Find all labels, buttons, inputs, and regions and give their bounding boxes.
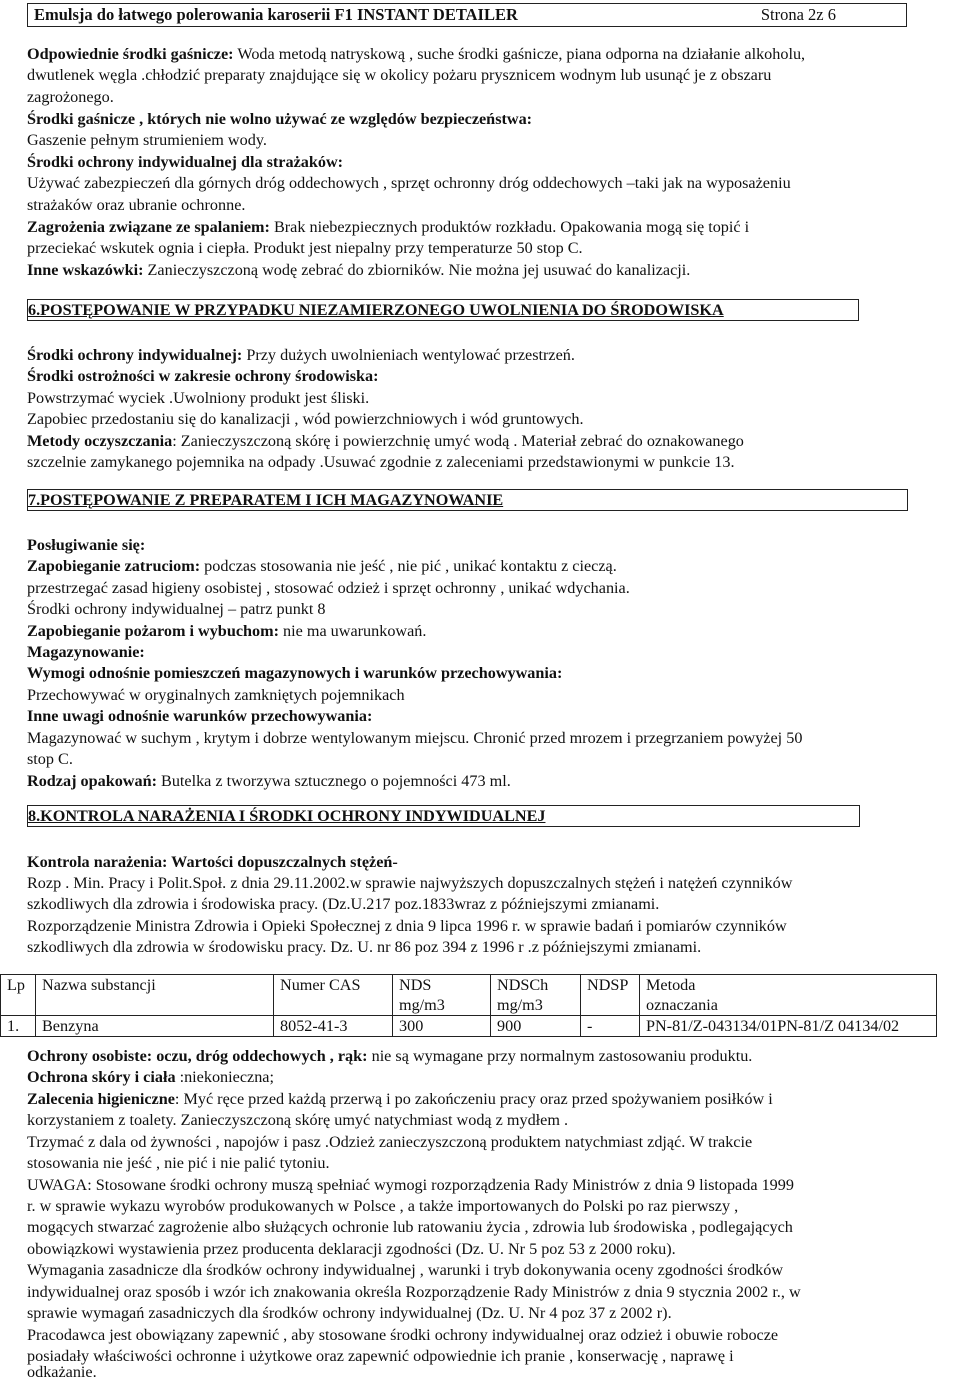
paragraph-line: przestrzegać zasad higieny osobistej , stosować odzież i sprzęt ochronny , unikać wdychania. <box>27 579 630 597</box>
subheading: Wymogi odnośnie pomieszczeń magazynowych i warunków przechowywania: <box>27 664 563 682</box>
paragraph-line: strażaków oraz ubranie ochronne. <box>27 196 246 214</box>
page-header <box>27 3 907 27</box>
paragraph-line: stosowania nie jeść , nie pić i nie palić tytoniu. <box>27 1154 330 1172</box>
paragraph-line: Zagrożenia związane ze spalaniem: Brak niebezpiecznych produktów rozkładu. Opakowania mogą się topić i <box>27 218 750 236</box>
subheading: Kontrola narażenia: Wartości dopuszczalnych stężeń- <box>27 853 398 871</box>
paragraph-line: Powstrzymać wyciek .Uwolniony produkt jest śliski. <box>27 389 370 407</box>
paragraph-line: szkodliwych dla zdrowia w środowisku pracy. Dz. U. nr 86 poz 394 z 1996 r .z późniejszymi zmianami. <box>27 938 702 956</box>
paragraph-line: Przechowywać w oryginalnych zamkniętych pojemnikach <box>27 686 405 704</box>
paragraph-line: obowiązkowi wystawienia przez producenta deklaracji zgodności (Dz. U. Nr 5 poz 53 z 2000 roku). <box>27 1240 676 1258</box>
table-header-cell: Numer CAS <box>274 975 393 1016</box>
page-number: Strona 2z 6 <box>760 5 836 24</box>
table-header-cell: NDSP <box>581 975 640 1016</box>
paragraph-line: Rozporządzenie Ministra Zdrowia i Opieki Społecznej z dnia 9 lipca 1996 r. w sprawie badań i pomiarów czynników <box>27 917 787 935</box>
table-header-cell: Nazwa substancji <box>36 975 274 1016</box>
paragraph-line: Trzymać z dala od żywności , napojów i pasz .Odzież zanieczyszczoną produktem natychmiast zdjąć. W trakcie <box>27 1133 753 1151</box>
paragraph-line: Wymagania zasadnicze dla środków ochrony indywidualnej , warunki i tryb dokonywania oceny zgodności środków <box>27 1261 784 1279</box>
paragraph-line: Zapobiec przedostaniu się do kanalizacji , wód powierzchniowych i wód gruntowych. <box>27 410 584 428</box>
paragraph-line: indywidualnej oraz sposób i wzór ich znakowania określa Rozporządzenie Rady Ministrów z dnia 9 stycznia 2002 r., w <box>27 1283 801 1301</box>
table-cell: 8052-41-3 <box>274 1016 393 1037</box>
table-header-cell: Metoda oznaczania <box>640 975 937 1016</box>
paragraph-line: Odpowiednie środki gaśnicze: Woda metodą natryskową , suche środki gaśnicze, piana odporna na działanie alkoholu, <box>27 45 806 63</box>
table-row <box>1 1016 937 1037</box>
paragraph-line: szkodliwych dla zdrowia i środowiska pracy. (Dz.U.217 poz.1833wraz z późniejszymi zmianami. <box>27 895 660 913</box>
table-cell: PN-81/Z-043134/01PN-81/Z 04134/02 <box>640 1016 937 1037</box>
paragraph-line: Gaszenie pełnym strumieniem wody. <box>27 131 267 149</box>
paragraph-line: Pracodawca jest obowiązany zapewnić , aby stosowane środki ochrony indywidualnej oraz odzież i obuwie robocze <box>27 1326 779 1344</box>
subheading: Środki ochrony indywidualnej dla strażaków: <box>27 153 344 171</box>
section-6-heading: 6.POSTĘPOWANIE W PRZYPADKU NIEZAMIERZONEGO UWOLNIENIA DO ŚRODOWISKA <box>27 299 859 321</box>
paragraph-line: Zalecenia higieniczne: Myć ręce przed każdą przerwą i po zakończeniu pracy oraz przed spożywaniem posiłków i <box>27 1090 773 1108</box>
paragraph-line: Środki ochrony indywidualnej: Przy dużych uwolnieniach wentylować przestrzeń. <box>27 346 575 364</box>
paragraph-line: odkażanie. <box>27 1363 97 1381</box>
paragraph-line: Używać zabezpieczeń dla górnych dróg oddechowych , sprzęt ochronny dróg oddechowych –taki jak na wyposażeniu <box>27 174 791 192</box>
paragraph-line: Inne wskazówki: Zanieczyszczoną wodę zebrać do zbiorników. Nie można jej usuwać do kanalizacji. <box>27 261 691 279</box>
paragraph-line: Zapobieganie pożarom i wybuchom: nie ma uwarunkowań. <box>27 622 427 640</box>
subheading: Środki ostrożności w zakresie ochrony środowiska: <box>27 367 379 385</box>
subheading: Posługiwanie się: <box>27 536 146 554</box>
paragraph-line: Ochrony osobiste: oczu, dróg oddechowych , rąk: nie są wymagane przy normalnym zastosowaniu produktu. <box>27 1047 753 1065</box>
paragraph-line: Ochrona skóry i ciała :niekonieczna; <box>27 1068 274 1086</box>
paragraph-line: Rozp . Min. Pracy i Polit.Społ. z dnia 29.11.2002.w sprawie najwyższych dopuszczalnych stężeń i natężeń czynników <box>27 874 793 892</box>
paragraph-line: mogących stwarzać zagrożenie albo służących ochronie lub ratowaniu życia , zdrowia lub środowiska , podlegających <box>27 1218 793 1236</box>
paragraph-line: Rodzaj opakowań: Butelka z tworzywa sztucznego o pojemności 473 ml. <box>27 772 511 790</box>
paragraph-line: Magazynować w suchym , krytym i dobrze wentylowanym miejscu. Chronić przed mrozem i przegrzaniem powyżej 50 <box>27 729 803 747</box>
subheading: Inne uwagi odnośnie warunków przechowywania: <box>27 707 373 725</box>
paragraph-line: Środki ochrony indywidualnej – patrz punkt 8 <box>27 600 326 618</box>
paragraph-line: korzystaniem z toalety. Zanieczyszczoną skórę umyć natychmiast wodą z mydłem . <box>27 1111 569 1129</box>
table-header-cell: Lp <box>1 975 36 1016</box>
table-cell: 300 <box>393 1016 491 1037</box>
paragraph-line: Zapobieganie zatruciom: podczas stosowania nie jeść , nie pić , unikać kontaktu z cieczą. <box>27 557 617 575</box>
paragraph-line: r. w sprawie wykazu wyrobów produkowanych w Polsce , a także importowanych do Polski po raz pierwszy , <box>27 1197 739 1215</box>
table-cell: - <box>581 1016 640 1037</box>
table-header-row <box>1 975 937 1016</box>
paragraph-line: przeciekać wskutek ognia i ciepła. Produkt jest niepalny przy temperaturze 50 stop C. <box>27 239 583 257</box>
paragraph-line: stop C. <box>27 750 73 768</box>
table-cell: 900 <box>491 1016 581 1037</box>
subheading: Magazynowanie: <box>27 643 145 661</box>
paragraph-line: dwutlenek węgla .chłodzić preparaty znajdujące się w okolicy pożaru prysznicem wodnym lub usunąć je z obszaru <box>27 66 772 84</box>
table-header-cell: NDS mg/m3 <box>393 975 491 1016</box>
exposure-limits-table <box>0 974 937 1037</box>
paragraph-line: sprawie wymagań zasadniczych dla środków ochrony indywidualnej (Dz. U. Nr 4 poz 37 z 2002 r). <box>27 1304 672 1322</box>
table-cell: 1. <box>1 1016 36 1037</box>
paragraph-line: zagrożonego. <box>27 88 114 106</box>
document-title: Emulsja do łatwego polerowania karoserii F1 INSTANT DETAILER <box>34 5 518 24</box>
paragraph-line: UWAGA: Stosowane środki ochrony muszą spełniać wymogi rozporządzenia Rady Ministrów z dnia 9 listopada 1999 <box>27 1176 794 1194</box>
paragraph-line: posiadały właściwości ochronne i użytkowe oraz zapewnić odpowiednie ich pranie , konserwację , naprawę i <box>27 1347 734 1365</box>
subheading: Środki gaśnicze , których nie wolno używać ze względów bezpieczeństwa: <box>27 110 533 128</box>
table-header-cell: NDSCh mg/m3 <box>491 975 581 1016</box>
section-7-heading: 7.POSTĘPOWANIE Z PREPARATEM I ICH MAGAZYNOWANIE <box>27 489 908 511</box>
paragraph-line: szczelnie zamykanego pojemnika na odpady .Usuwać zgodnie z zaleceniami przedstawionymi w punkcie 13. <box>27 453 735 471</box>
section-8-heading: 8.KONTROLA NARAŻENIA I ŚRODKI OCHRONY INDYWIDUALNEJ <box>27 805 860 827</box>
table-cell: Benzyna <box>36 1016 274 1037</box>
paragraph-line: Metody oczyszczania: Zanieczyszczoną skórę i powierzchnię umyć wodą . Materiał zebrać do oznakowanego <box>27 432 744 450</box>
